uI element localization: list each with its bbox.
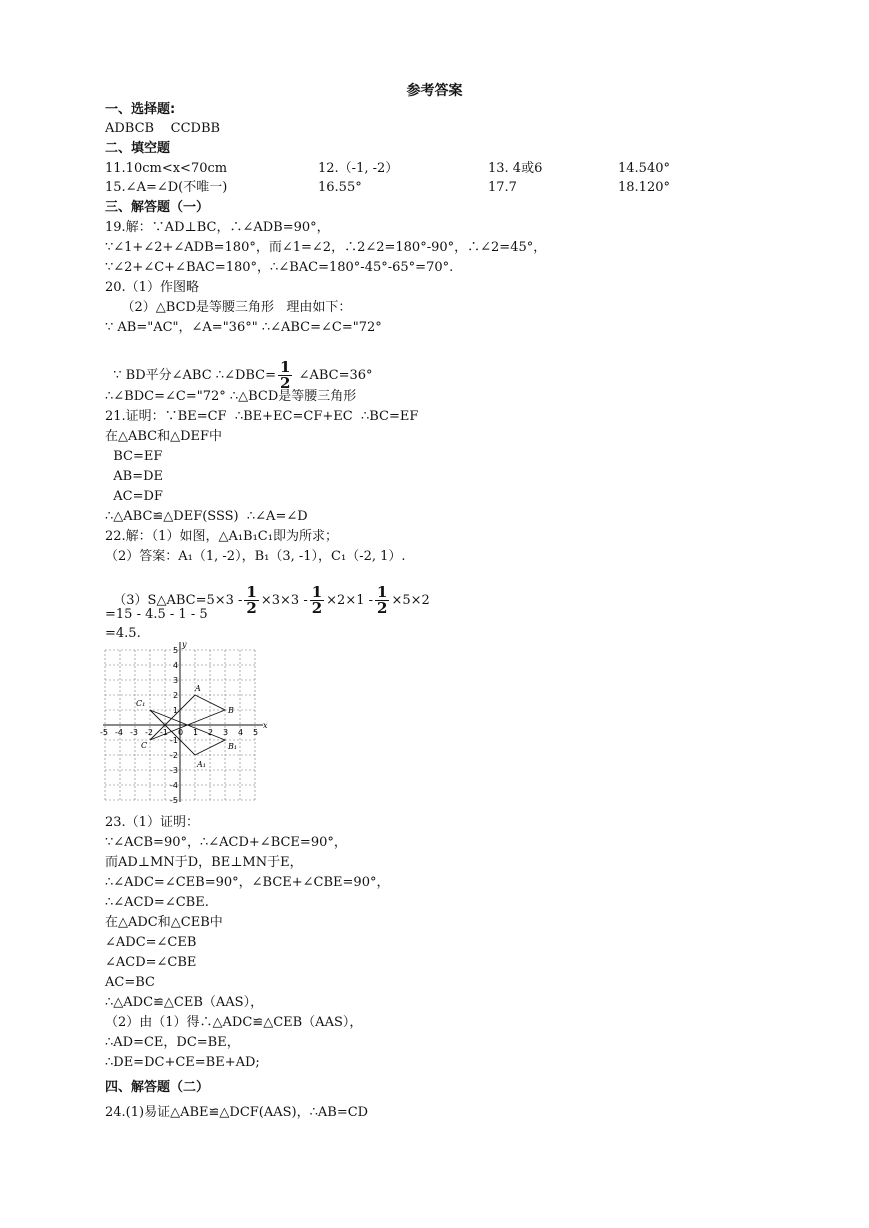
q23-line: 23.（1）证明： <box>105 815 199 830</box>
q23-line: ∠ADC=∠CEB <box>105 935 197 950</box>
q21-line: AC=DF <box>105 489 163 504</box>
q21-line: ∴△ABC≌△DEF(SSS) ∴∠A=∠D <box>105 509 308 524</box>
q23-line: ∵∠ACB=90°，∴∠ACD+∠BCE=90°， <box>105 835 347 850</box>
q21-line: 21.证明：∵BE=CF ∴BE+EC=CF+EC ∴BC=EF <box>105 409 419 424</box>
x-tick-label: 4 <box>238 728 244 737</box>
fraction-half: $\frac{1}{2}$ <box>246 583 257 617</box>
point-label-c: C <box>141 741 148 750</box>
y-tick-label: -1 <box>170 736 178 745</box>
x-tick-label: 3 <box>223 728 229 737</box>
q20-bisector-line: ∵ BD平分∠ABC ∴∠DBC= $\frac{1}{2}$ ∠ABC=36° <box>113 358 373 392</box>
fill-answer-13: 13. 4或6 <box>488 161 543 176</box>
q23-line: ∠ACD=∠CBE <box>105 955 197 970</box>
section-4-heading: 四、解答题（二） <box>105 1080 210 1095</box>
y-tick-label: -4 <box>170 781 178 790</box>
x-axis-label: x <box>263 721 268 730</box>
q20-line: ∵ AB="AC"，∠A="36°" ∴∠ABC=∠C="72° <box>105 320 382 335</box>
q20-line: （2）△BCD是等腰三角形 理由如下： <box>105 300 352 315</box>
fill-answer-12: 12.（-1, -2） <box>318 161 399 176</box>
fraction-half: $\frac{1}{2}$ <box>280 358 291 392</box>
section-2-heading: 二、填空题 <box>105 141 171 156</box>
x-tick-label: -3 <box>130 728 138 737</box>
q23-line: 而AD⊥MN于D，BE⊥MN于E， <box>105 855 303 870</box>
q19-line: 19.解：∵AD⊥BC，∴∠ADB=90°， <box>105 220 330 235</box>
fill-answer-11: 11.10cm<x<70cm <box>105 161 228 176</box>
q24-line: 24.(1)易证△ABE≌△DCF(AAS)，∴AB=CD <box>105 1105 369 1120</box>
y-tick-label: -3 <box>170 766 178 775</box>
fraction-half: $\frac{1}{2}$ <box>311 583 323 617</box>
q20-line: ∴∠BDC=∠C="72° ∴△BCD是等腰三角形 <box>105 389 357 404</box>
choice-answers: ADBCB CCDBB <box>105 121 221 136</box>
q23-line: ∴∠ACD=∠CBE. <box>105 895 209 910</box>
q23-line: （2）由（1）得∴△ADC≌△CEB（AAS）， <box>105 1015 363 1030</box>
coordinate-grid <box>100 640 268 810</box>
y-tick-label: -5 <box>170 796 178 805</box>
section-3-heading: 三、解答题（一） <box>105 200 210 215</box>
q22-line: 22.解：（1）如图，△A₁B₁C₁即为所求； <box>105 529 338 544</box>
x-tick-label: -4 <box>115 728 123 737</box>
q19-line: ∵∠1+∠2+∠ADB=180°，而∠1=∠2，∴2∠2=180°-90°，∴∠2=45°， <box>105 240 547 255</box>
q22-line: =15 - 4.5 - 1 - 5 <box>105 607 208 622</box>
q23-line: ∴DE=DC+CE=BE+AD; <box>105 1055 260 1070</box>
point-label-b: B <box>228 706 234 715</box>
point-label-a: A <box>195 684 201 693</box>
q22-line: =4.5. <box>105 626 141 641</box>
q23-line: ∴△ADC≌△CEB（AAS）， <box>105 995 264 1010</box>
section-1-heading: 一、选择题: <box>105 102 176 117</box>
x-tick-label: -1 <box>160 728 168 737</box>
y-tick-label: 2 <box>173 691 179 700</box>
y-axis-label: y <box>182 640 187 649</box>
y-tick-label: 5 <box>173 646 179 655</box>
fill-answer-17: 17.7 <box>488 180 517 195</box>
x-tick-label: 5 <box>253 728 259 737</box>
y-tick-label: 4 <box>173 661 179 670</box>
q20-line: 20.（1）作图略 <box>105 280 199 295</box>
point-label-c1: C₁ <box>136 699 146 708</box>
q23-line: 在△ADC和△CEB中 <box>105 915 223 930</box>
q21-line: 在△ABC和△DEF中 <box>105 429 223 444</box>
y-tick-label: 1 <box>173 706 179 715</box>
y-tick-label: 3 <box>173 676 179 685</box>
x-tick-label: -5 <box>100 728 108 737</box>
fill-answer-14: 14.540° <box>618 161 670 176</box>
x-tick-label: 1 <box>193 728 199 737</box>
x-tick-label: 0 <box>178 728 184 737</box>
q21-line: BC=EF <box>105 449 163 464</box>
y-tick-label: -2 <box>170 751 178 760</box>
fill-answer-15: 15.∠A=∠D(不唯一) <box>105 180 228 195</box>
x-tick-label: 2 <box>208 728 214 737</box>
q23-line: ∴AD=CE，DC=BE， <box>105 1035 240 1050</box>
fill-answer-18: 18.120° <box>618 180 670 195</box>
q21-line: AB=DE <box>105 469 164 484</box>
fraction-half: $\frac{1}{2}$ <box>377 583 388 617</box>
q19-line: ∵∠2+∠C+∠BAC=180°，∴∠BAC=180°-45°-65°=70°. <box>105 260 454 275</box>
q23-line: ∴∠ADC=∠CEB=90°，∠BCE+∠CBE=90°， <box>105 875 390 890</box>
fill-answer-16: 16.55° <box>318 180 362 195</box>
q23-line: AC=BC <box>105 975 155 990</box>
page-title: 参考答案 <box>406 83 463 99</box>
point-label-b1: B₁ <box>228 742 238 751</box>
q22-area-formula: （3）S△ABC=5×3 - $\frac{1}{2}$ ×3×3 - $\frac{1}{2}$ ×2×1 - $\frac{1}{2}$ ×5×2 <box>113 583 430 617</box>
x-tick-label: -2 <box>145 728 153 737</box>
point-label-a1: A₁ <box>197 760 206 769</box>
q22-line: （2）答案：A₁（1, -2），B₁（3, -1），C₁（-2, 1）. <box>105 549 406 564</box>
